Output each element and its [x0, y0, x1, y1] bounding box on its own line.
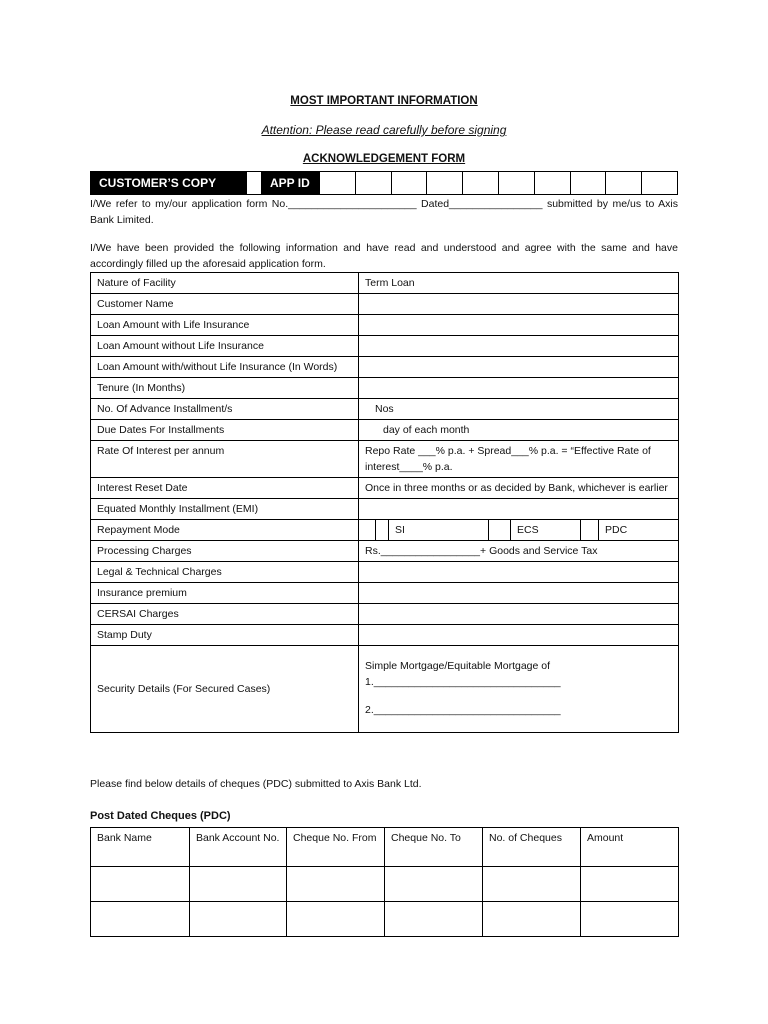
table-cell[interactable] — [385, 902, 483, 937]
emi-field[interactable] — [359, 499, 679, 520]
table-row — [91, 378, 679, 399]
app-id-digit-box[interactable] — [498, 172, 534, 194]
row-label: Customer Name — [91, 294, 359, 315]
table-row — [91, 562, 679, 583]
table-cell[interactable] — [91, 902, 190, 937]
row-label: Rate Of Interest per annum — [91, 441, 359, 478]
row-label: Loan Amount with/without Life Insurance (In Words) — [91, 357, 359, 378]
row-label: Loan Amount without Life Insurance — [91, 336, 359, 357]
advance-installments-field[interactable]: Nos — [359, 399, 679, 420]
column-header: Bank Account No. — [190, 828, 287, 867]
row-label: Loan Amount with Life Insurance — [91, 315, 359, 336]
row-label: Equated Monthly Installment (EMI) — [91, 499, 359, 520]
row-label: Security Details (For Secured Cases) — [91, 646, 359, 733]
loan-amount-in-words-field[interactable] — [359, 357, 679, 378]
column-header: Bank Name — [91, 828, 190, 867]
table-row — [91, 336, 679, 357]
table-row — [91, 399, 679, 420]
table-row — [91, 478, 679, 499]
table-header-row — [91, 828, 679, 867]
app-id-digit-box[interactable] — [605, 172, 641, 194]
row-label: Processing Charges — [91, 541, 359, 562]
loan-amount-with-insurance-field[interactable] — [359, 315, 679, 336]
due-dates-field[interactable]: day of each month — [359, 420, 679, 441]
table-row — [91, 583, 679, 604]
table-row — [91, 315, 679, 336]
table-row — [91, 420, 679, 441]
form-title: ACKNOWLEDGEMENT FORM — [302, 153, 466, 165]
app-id-label: APP ID — [262, 172, 320, 194]
processing-charges-field[interactable]: Rs._________________+ Goods and Service Tax — [359, 541, 679, 562]
repayment-pdc-checkbox[interactable] — [580, 520, 598, 540]
security-line-1: Simple Mortgage/Equitable Mortgage of — [365, 660, 551, 672]
customer-copy-bar — [90, 171, 678, 195]
stamp-duty-field[interactable] — [359, 625, 679, 646]
rate-of-interest-field[interactable]: Repo Rate ___% p.a. + Spread___% p.a. = “Effective Rate of interest____% p.a. — [359, 441, 679, 478]
table-cell[interactable] — [581, 902, 679, 937]
app-id-digit-box[interactable] — [462, 172, 498, 194]
app-id-digit-box[interactable] — [570, 172, 606, 194]
table-row — [91, 646, 679, 733]
table-cell[interactable] — [287, 867, 385, 902]
row-label: Nature of Facility — [91, 273, 359, 294]
customers-copy-label: CUSTOMER’S COPY — [91, 172, 247, 194]
row-label: CERSAI Charges — [91, 604, 359, 625]
column-header: No. of Cheques — [483, 828, 581, 867]
row-label: Stamp Duty — [91, 625, 359, 646]
table-row — [91, 441, 679, 478]
repayment-si-label: SI — [388, 520, 488, 540]
table-row — [91, 867, 679, 902]
page-title: MOST IMPORTANT INFORMATION — [290, 95, 478, 107]
cersai-charges-field[interactable] — [359, 604, 679, 625]
loan-details-table — [90, 272, 679, 733]
attention-note: Attention: Please read carefully before signing — [261, 123, 507, 137]
cheque-details-note: Please find below details of cheques (PDC) submitted to Axis Bank Ltd. — [90, 778, 422, 790]
table-row — [91, 520, 679, 541]
table-row — [91, 902, 679, 937]
app-id-digit-box[interactable] — [534, 172, 570, 194]
row-label: No. Of Advance Installment/s — [91, 399, 359, 420]
app-id-digit-box[interactable] — [391, 172, 427, 194]
table-row — [91, 357, 679, 378]
row-label: Legal & Technical Charges — [91, 562, 359, 583]
app-id-digit-box[interactable] — [426, 172, 462, 194]
repayment-ecs-checkbox[interactable] — [488, 520, 510, 540]
table-cell[interactable] — [190, 867, 287, 902]
application-reference-text: I/We refer to my/our application form No.______________________ Dated________________ submitted by me/us to Axis Bank Limited. — [90, 198, 678, 226]
pdc-section-title: Post Dated Cheques (PDC) — [90, 810, 231, 822]
app-id-digit-box[interactable] — [355, 172, 391, 194]
table-row — [91, 499, 679, 520]
table-cell[interactable] — [287, 902, 385, 937]
table-row — [91, 625, 679, 646]
repayment-ecs-label: ECS — [510, 520, 580, 540]
row-label: Interest Reset Date — [91, 478, 359, 499]
column-header: Cheque No. To — [385, 828, 483, 867]
app-id-boxes — [320, 172, 677, 194]
information-provided-text: I/We have been provided the following information and have read and understood and agree with the same and have accordingly filled up the aforesaid application form. — [90, 242, 678, 270]
table-cell[interactable] — [385, 867, 483, 902]
copy-bar-gap — [247, 172, 262, 194]
repayment-mode-options — [359, 520, 679, 541]
nature-of-facility-value[interactable]: Term Loan — [359, 273, 679, 294]
customer-name-field[interactable] — [359, 294, 679, 315]
row-label: Repayment Mode — [91, 520, 359, 541]
insurance-premium-field[interactable] — [359, 583, 679, 604]
app-id-digit-box[interactable] — [641, 172, 677, 194]
column-header: Cheque No. From — [287, 828, 385, 867]
repayment-si-checkbox[interactable] — [359, 520, 375, 540]
interest-reset-date-field[interactable]: Once in three months or as decided by Bank, whichever is earlier — [359, 478, 679, 499]
table-cell[interactable] — [91, 867, 190, 902]
table-row — [91, 273, 679, 294]
column-header: Amount — [581, 828, 679, 867]
security-line-3: 2.________________________________ — [365, 704, 561, 716]
tenure-field[interactable] — [359, 378, 679, 399]
legal-technical-charges-field[interactable] — [359, 562, 679, 583]
loan-amount-without-insurance-field[interactable] — [359, 336, 679, 357]
security-line-2: 1.________________________________ — [365, 676, 561, 688]
row-label: Due Dates For Installments — [91, 420, 359, 441]
table-cell[interactable] — [483, 867, 581, 902]
repayment-pdc-label: PDC — [598, 520, 678, 540]
table-cell[interactable] — [581, 867, 679, 902]
table-row — [91, 294, 679, 315]
table-row — [91, 541, 679, 562]
table-cell[interactable] — [190, 902, 287, 937]
app-id-digit-box[interactable] — [320, 172, 355, 194]
security-details-field[interactable] — [359, 646, 679, 733]
row-label: Tenure (In Months) — [91, 378, 359, 399]
pdc-table — [90, 827, 679, 937]
row-label: Insurance premium — [91, 583, 359, 604]
table-row — [91, 604, 679, 625]
table-cell[interactable] — [483, 902, 581, 937]
